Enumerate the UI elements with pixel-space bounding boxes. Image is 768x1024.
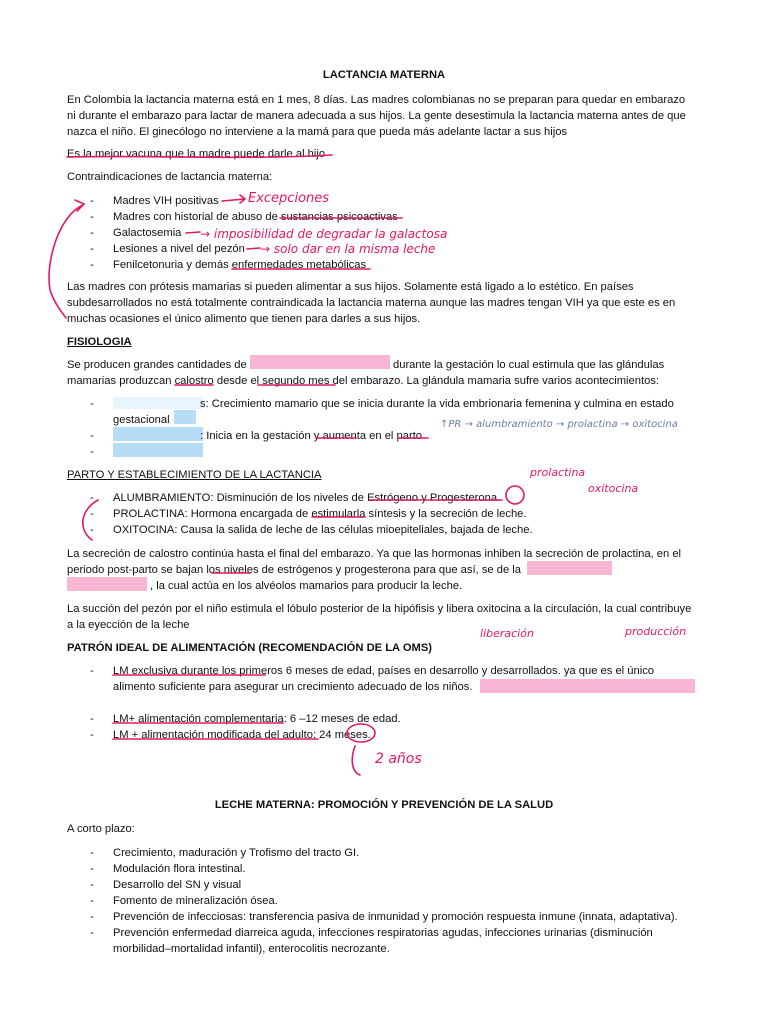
bullet-dash: - [90, 211, 94, 223]
prosthesis-line-1: Las madres con prótesis mamarias si pueden alimentar a sus hijos. Solamente está ligado a lo estético. En países [67, 281, 634, 293]
parto-item: OXITOCINA: Causa la salida de leche de las células mioepiteliales, bajada de leche. [113, 524, 533, 536]
fisiologia-line-2: mamarias produzcan calostro desde el segundo mes del embarazo. La glándula mamaria sufre varios acontecimientos: [67, 375, 660, 387]
secrecion-line-3: , la cual actúa en los alvéolos mamarios para producir la leche. [150, 580, 463, 592]
corto-plazo-label: A corto plazo: [67, 823, 135, 835]
vaccine-line: Es la mejor vacuna que la madre puede darle al hijo [67, 148, 326, 160]
handwritten-note: prolactina [530, 466, 586, 479]
bullet-dash: - [90, 430, 94, 442]
contra-item: Fenilcetonuria y demás enfermedades metabólicas [113, 259, 367, 271]
patron-item: LM exclusiva durante los primeros 6 meses de edad, países en desarrollo y desarrollados. ya que es el único [113, 665, 655, 677]
handwritten-note: oxitocina [588, 482, 639, 495]
secrecion-line-1: La secreción de calostro continúa hasta el final del embarazo. Ya que las hormonas inhiben la secreción de prolactina, en el [67, 548, 682, 560]
prosthesis-line-2: subdesarrollados no está totalmente contraindicada la lactancia materna aunque las madres tengan VIH ya que este es en [67, 297, 676, 309]
contra-item: Madres con historial de abuso de sustancias psicoactivas [113, 211, 398, 223]
bullet-dash: - [90, 492, 94, 504]
intro-line-3: nazca el niño. El ginecólogo no interviene a la mamá para que pueda más adelante lactar a sus hijos [67, 126, 568, 138]
bullet-dash: - [90, 227, 94, 239]
pink-highlight [67, 577, 147, 591]
bullet-dash: - [90, 729, 94, 741]
handwritten-note: ↑PR → alumbramiento → prolactina → oxitocina [440, 419, 678, 430]
blue-highlight [174, 410, 196, 424]
fisiologia-item: s: Crecimiento mamario que se inicia durante la vida embrionaria femenina y culmina en estado [200, 398, 674, 410]
succion-line-1: La succión del pezón por el niño estimula el lóbulo posterior de la hipófisis y libera oxitocina a la circulación, la cual contribuye [67, 603, 692, 615]
bullet-dash: - [90, 879, 94, 891]
handwritten-note: Excepciones [248, 191, 330, 206]
corto-item: Desarrollo del SN y visual [113, 879, 242, 891]
corto-item: Crecimiento, maduración y Trofismo del tracto GI. [113, 847, 360, 859]
bullet-dash: - [90, 446, 94, 458]
corto-item: Prevención de infecciosas: transferencia pasiva de inmunidad y promoción respuesta inmune (innata, adaptativa). [113, 911, 678, 923]
patron-item: LM+ alimentación complementaria: 6 –12 meses de edad. [113, 713, 401, 725]
corto-item-cont: morbilidad–mortalidad infantil), enterocolitis necrozante. [113, 943, 390, 955]
bullet-dash: - [90, 895, 94, 907]
blue-highlight [113, 397, 203, 409]
parto-item: PROLACTINA: Hormona encargada de estimularla síntesis y la secreción de leche. [113, 508, 527, 520]
bullet-dash: - [90, 847, 94, 859]
bullet-dash: - [90, 259, 94, 271]
prosthesis-line-3: muchas ocasiones el único alimento que tienen para darles a sus hijos. [67, 313, 421, 325]
patron-heading: PATRÓN IDEAL DE ALIMENTACIÓN (RECOMENDACIÓN DE LA OMS) [67, 642, 433, 654]
fisiologia-line-1b: durante la gestación lo cual estimula que las glándulas [393, 359, 665, 371]
contra-item: Madres VIH positivas [113, 195, 219, 207]
page-title: LACTANCIA MATERNA [322, 69, 446, 81]
bullet-dash: - [90, 398, 94, 410]
patron-item: LM + alimentación modificada del adulto: 24 meses. [113, 729, 371, 741]
bullet-dash: - [90, 927, 94, 939]
bullet-dash: - [90, 665, 94, 677]
bullet-dash: - [90, 508, 94, 520]
fisiologia-line-1a: Se producen grandes cantidades de [67, 359, 247, 371]
secrecion-line-2: periodo post-parto se bajan los niveles de estrógenos y progesterona para que así, se de la [67, 564, 522, 576]
patron-item-cont: alimento suficiente para asegurar un crecimiento adecuado de los niños. [113, 681, 473, 693]
arrow-stroke [352, 746, 360, 775]
bullet-dash: - [90, 713, 94, 725]
arrow-stroke [222, 199, 245, 201]
bullet-dash: - [90, 863, 94, 875]
arrowhead-stroke [75, 200, 84, 211]
leche-heading: LECHE MATERNA: PROMOCIÓN Y PREVENCIÓN DE LA SALUD [214, 799, 554, 811]
fisiologia-heading: FISIOLOGIA [67, 336, 132, 348]
handwritten-note: 2 años [375, 751, 422, 767]
parto-heading: PARTO Y ESTABLECIMIENTO DE LA LACTANCIA [67, 469, 322, 481]
pink-highlight [250, 355, 390, 369]
handwritten-note: liberación [480, 627, 534, 640]
succion-line-2: a la eyección de la leche [67, 619, 190, 631]
bullet-dash: - [90, 911, 94, 923]
corto-item: Prevención enfermedad diarreica aguda, infecciones respiratorias agudas, infecciones urinarias (disminución [113, 927, 653, 939]
handwritten-note: → solo dar en la misma leche [260, 242, 436, 256]
pink-highlight [527, 561, 612, 575]
corto-item: Fomento de mineralización ósea. [113, 895, 278, 907]
contra-item: Galactosemia [113, 227, 182, 239]
blue-highlight [113, 427, 203, 441]
fisiologia-item: : Inicia en la gestación y aumenta en el parto [200, 430, 423, 442]
pink-highlight [480, 679, 695, 693]
bullet-dash: - [90, 524, 94, 536]
corto-item: Modulación flora intestinal. [113, 863, 246, 875]
handwritten-note: → imposibilidad de degradar la galactosa [200, 227, 448, 241]
handwritten-note: producción [625, 625, 687, 638]
contra-item: Lesiones a nivel del pezón [113, 243, 245, 255]
bullet-dash: - [90, 243, 94, 255]
bullet-dash: - [90, 195, 94, 207]
intro-line-1: En Colombia la lactancia materna está en 1 mes, 8 días. Las madres colombianas no se preparan para quedar en embarazo [67, 94, 686, 106]
intro-line-2: ni durante el embarazo para lactar de manera adecuada a sus hijos. La gente desestimula la lactancia materna antes de que [67, 110, 686, 122]
parto-item: ALUMBRAMIENTO: Disminución de los niveles de Estrógeno y Progesterona. [113, 492, 501, 504]
fisiologia-item-cont: gestacional [113, 414, 170, 426]
blue-highlight [113, 443, 203, 457]
contra-title: Contraindicaciones de lactancia materna: [67, 171, 273, 183]
